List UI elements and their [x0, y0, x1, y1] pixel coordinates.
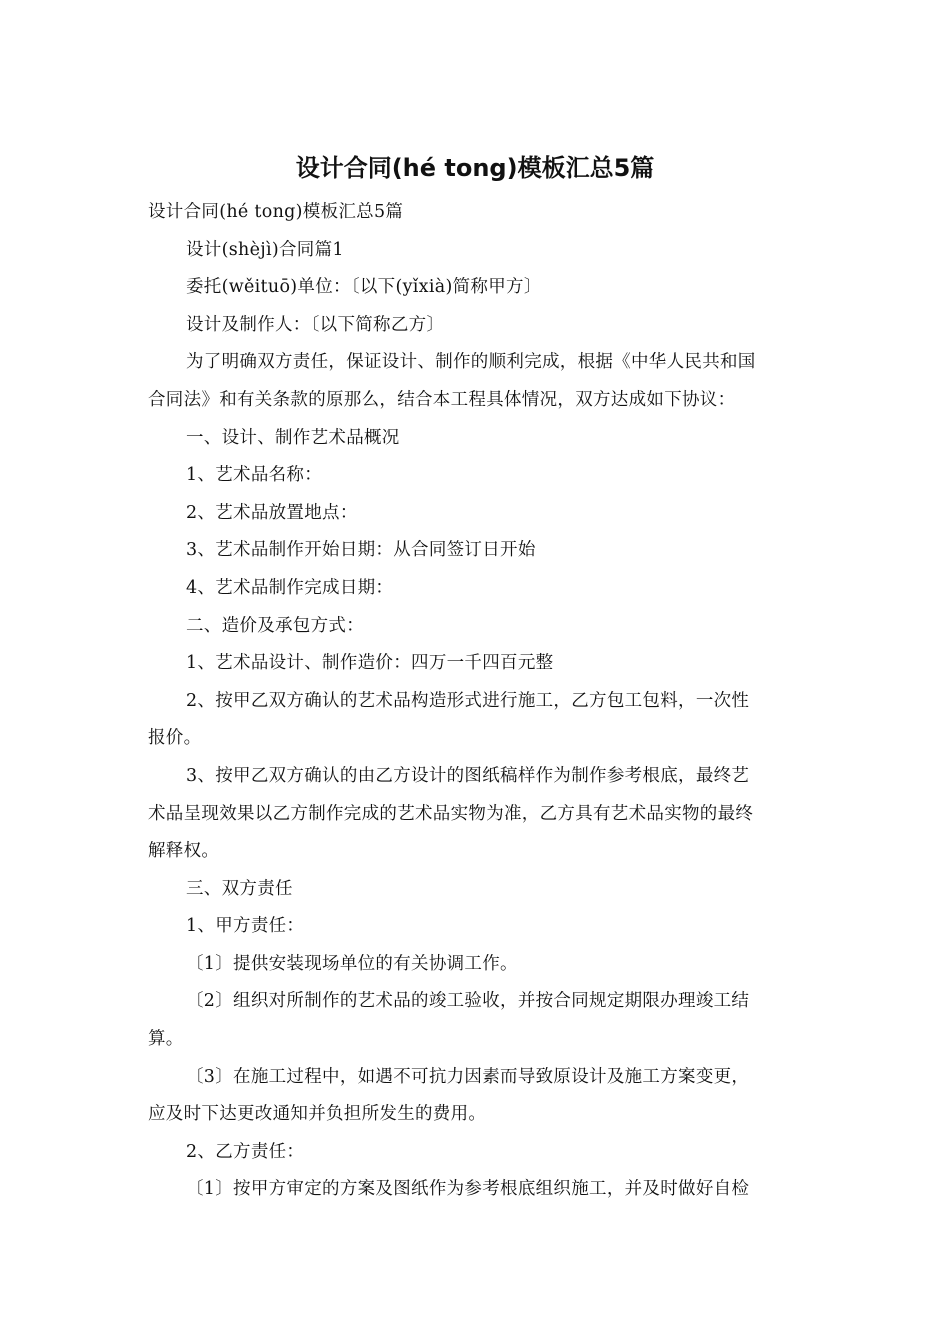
- text-line: 设计及制作人：〔以下简称乙方〕: [186, 314, 445, 335]
- text-line: 应及时下达更改通知并负担所发生的费用。: [148, 1104, 487, 1125]
- text-line: 1、艺术品设计、制作造价：四万一千四百元整: [186, 653, 554, 674]
- text-line: 合同法》和有关条款的原那么，结合本工程具体情况，双方达成如下协议：: [148, 389, 736, 410]
- text-line: 三、双方责任: [186, 878, 293, 899]
- text-line: 设计合同(hé tong)模板汇总5篇: [148, 202, 404, 222]
- document-body: [148, 194, 803, 1209]
- text-line: 4、艺术品制作完成日期：: [186, 577, 394, 598]
- text-line: 〔1〕按甲方审定的方案及图纸作为参考根底组织施工，并及时做好自检: [186, 1179, 750, 1200]
- text-line: 3、按甲乙双方确认的由乙方设计的图纸稿样作为制作参考根底，最终艺: [186, 765, 750, 786]
- text-line: 〔2〕组织对所制作的艺术品的竣工验收，并按合同规定期限办理竣工结: [186, 991, 750, 1012]
- text-line: 二、造价及承包方式：: [186, 615, 364, 636]
- text-line: 1、艺术品名称：: [186, 465, 323, 486]
- text-line: 3、艺术品制作开始日期：从合同签订日开始: [186, 540, 536, 561]
- text-line: 一、设计、制作艺术品概况: [186, 427, 400, 448]
- text-line: 2、乙方责任：: [186, 1141, 305, 1162]
- text-line: 〔1〕提供安装现场单位的有关协调工作。: [186, 953, 518, 974]
- text-line: 报价。: [148, 728, 202, 749]
- text-line: 为了明确双方责任，保证设计、制作的顺利完成，根据《中华人民共和国: [186, 352, 756, 373]
- text-line: 算。: [148, 1029, 184, 1050]
- text-line: 〔3〕在施工过程中，如遇不可抗力因素而导致原设计及施工方案变更，: [186, 1066, 750, 1087]
- text-line: 解释权。: [148, 841, 220, 862]
- text-line: 设计(shèjì)合同篇1: [186, 239, 344, 260]
- document-title: 设计合同(hé tong)模板汇总5篇: [295, 154, 655, 182]
- text-line: 1、甲方责任：: [186, 916, 305, 937]
- text-line: 术品呈现效果以乙方制作完成的艺术品实物为准，乙方具有艺术品实物的最终: [148, 803, 754, 824]
- text-line: 2、艺术品放置地点：: [186, 502, 358, 523]
- text-line: 2、按甲乙双方确认的艺术品构造形式进行施工，乙方包工包料，一次性: [186, 690, 750, 711]
- text-line: 委托(wěituō)单位：〔以下(yǐxià)简称甲方〕: [186, 277, 542, 298]
